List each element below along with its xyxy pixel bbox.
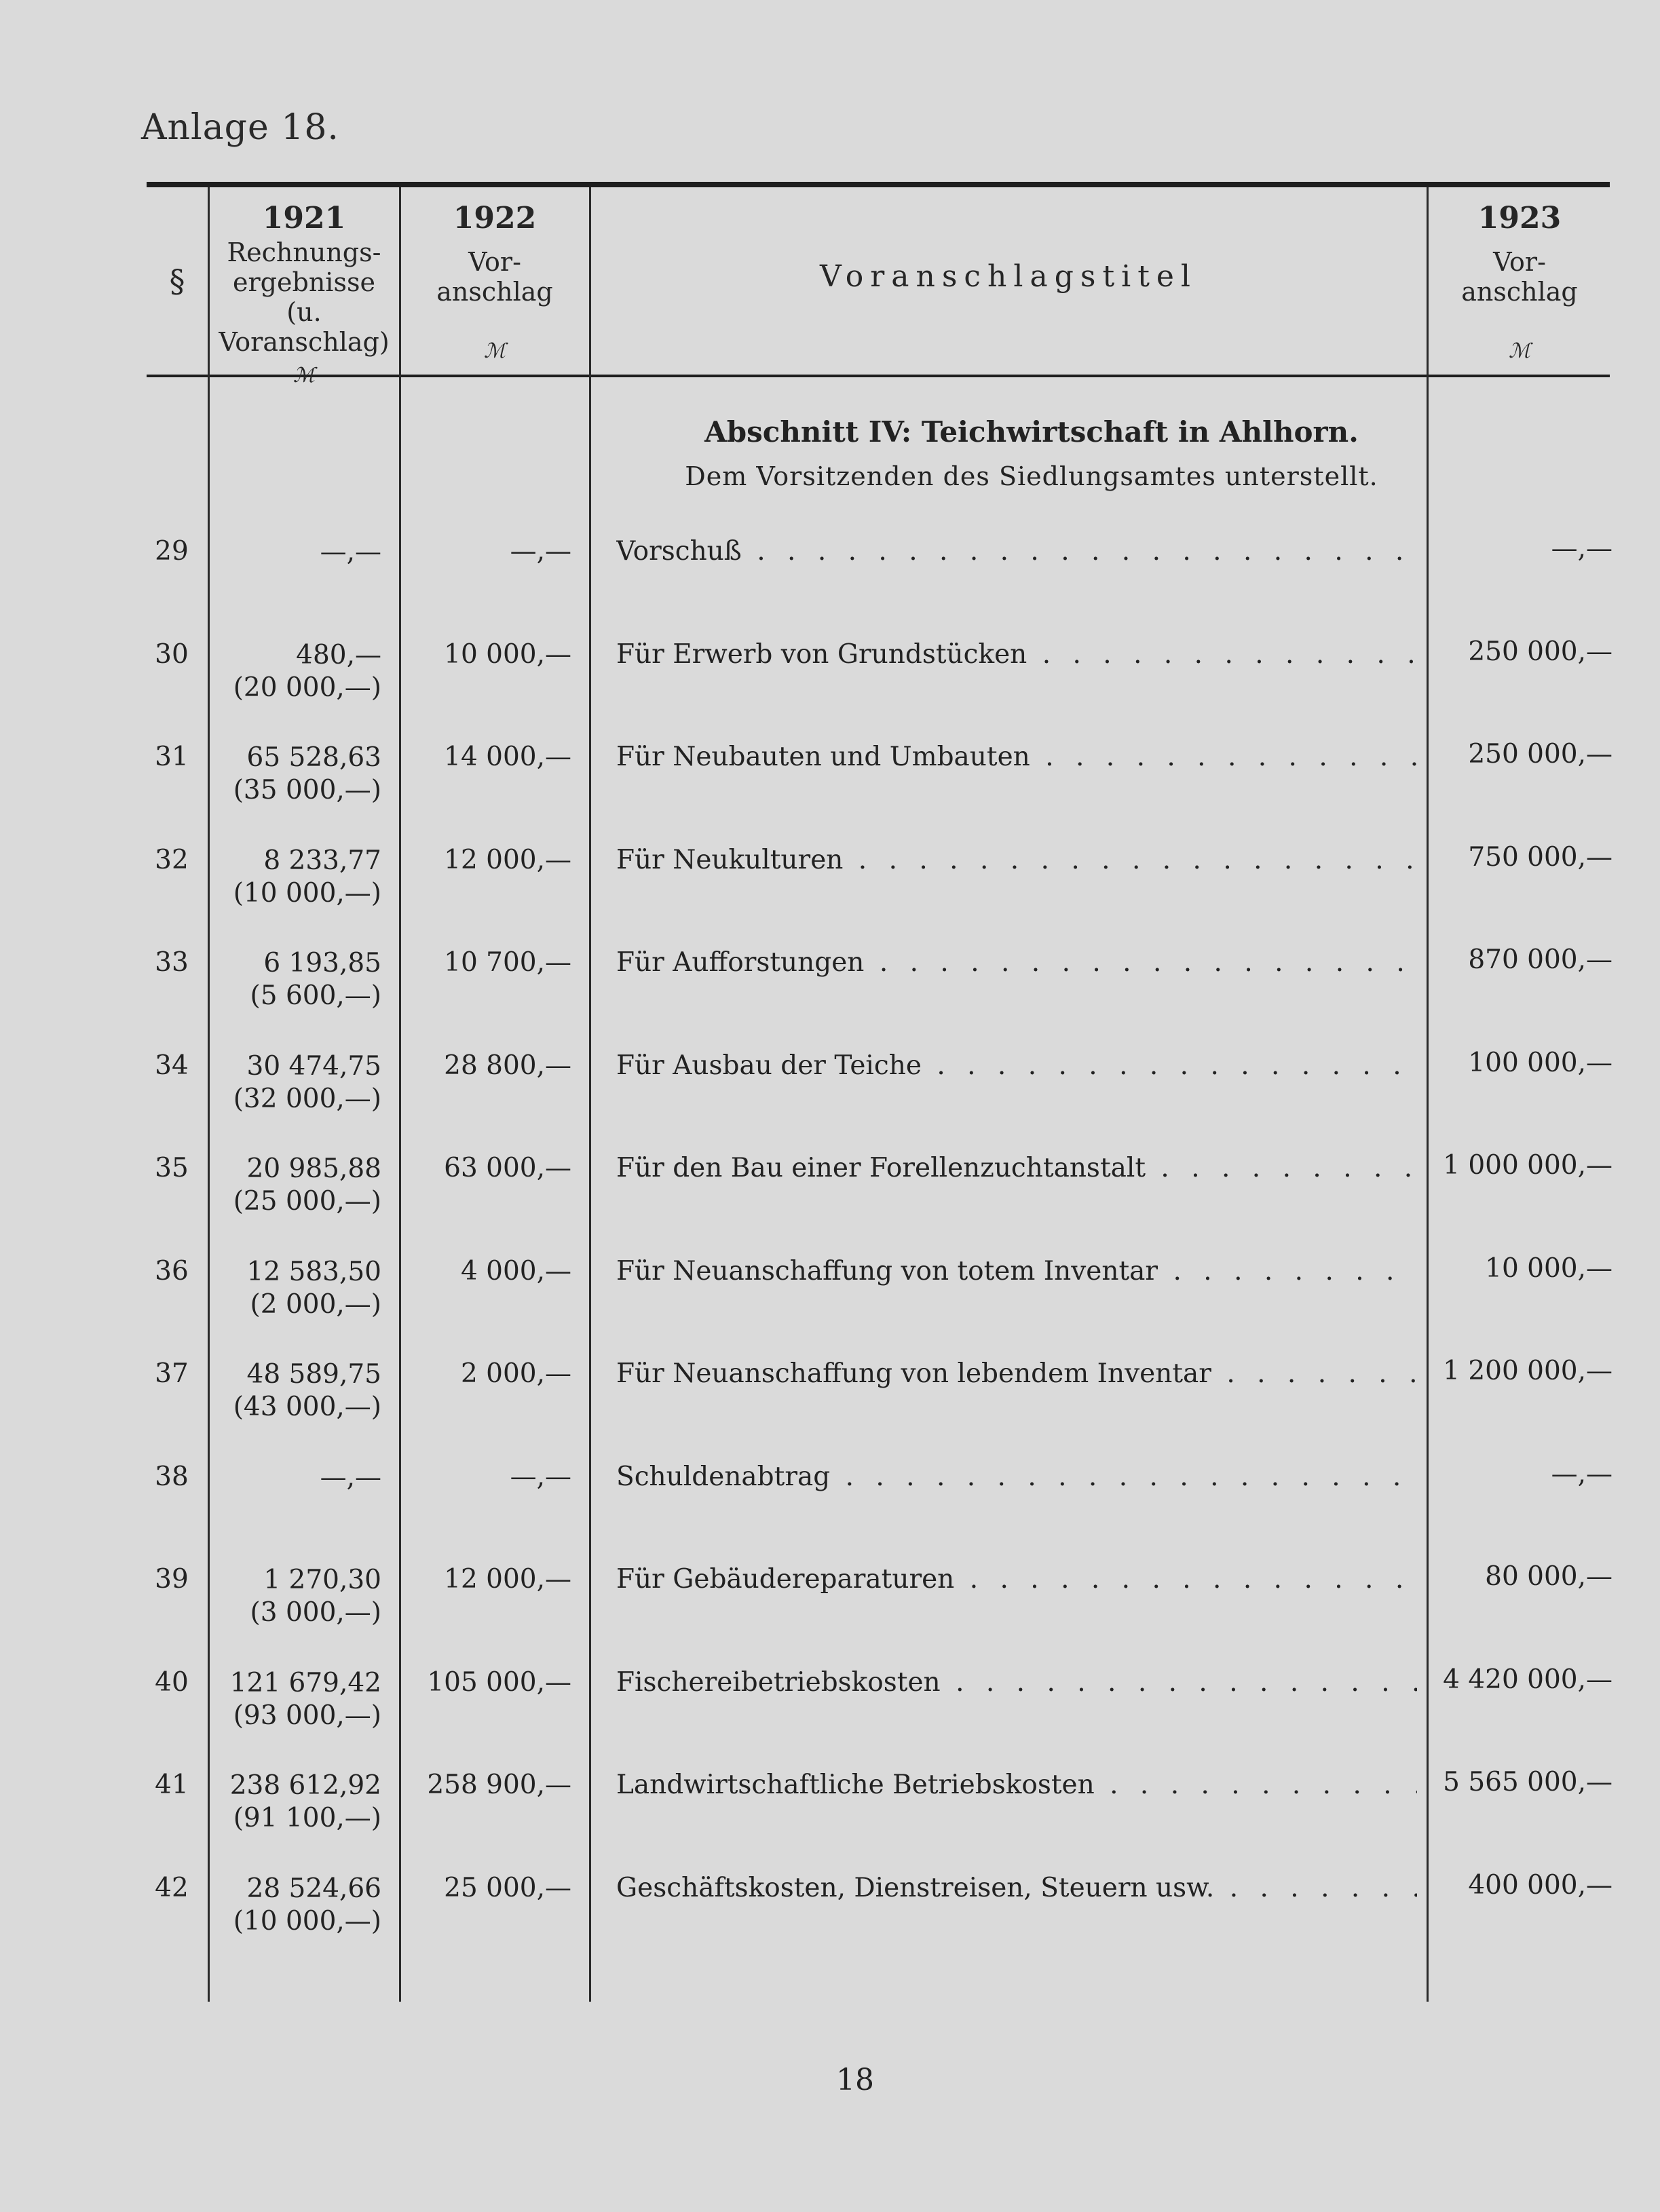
value-1923: 870 000,— [1468, 945, 1612, 975]
row-number: 40 [155, 1666, 189, 1698]
result-1921: —,— [320, 1462, 381, 1493]
value-1921 [212, 1564, 381, 1629]
value-1922: 25 000,— [444, 1872, 571, 1903]
header-title: Voranschlagstitel [820, 259, 1197, 294]
result-1921: 480,— [296, 639, 381, 670]
result-1921: —,— [320, 537, 381, 567]
budget-title: Für Gebäudereparaturen . . . [616, 1564, 1417, 1595]
budget-title: Für den Bau einer Forellenzuchtanstalt . . . [616, 1153, 1417, 1183]
value-1923: —,— [1551, 533, 1612, 564]
row-number: 34 [155, 1050, 189, 1081]
result-1921: 48 589,75 [246, 1359, 381, 1390]
header-section-symbol: § [169, 263, 185, 299]
value-1923: 400 000,— [1468, 1869, 1612, 1901]
row-number: 32 [155, 844, 189, 875]
row-number: 42 [155, 1872, 189, 1903]
estimate-1921: (5 600,—) [250, 980, 381, 1011]
value-1922: 63 000,— [444, 1153, 571, 1183]
row-number: 35 [155, 1153, 189, 1183]
row-number: 37 [155, 1358, 189, 1389]
table-row [0, 1253, 1660, 1358]
value-1921 [212, 1462, 381, 1494]
budget-title: Für Neuanschaffung von totem Inventar . . . [616, 1256, 1417, 1286]
value-1923: 5 565 000,— [1443, 1767, 1612, 1797]
result-1921: 12 583,50 [246, 1256, 381, 1287]
table-row [0, 1869, 1660, 1975]
value-1922: 258 900,— [427, 1770, 571, 1800]
page-number: 18 [836, 2063, 874, 2097]
value-1921 [212, 1358, 381, 1424]
table-row [0, 1458, 1660, 1563]
budget-title: Fischereibetriebskosten . . . [616, 1667, 1417, 1698]
table-row [0, 841, 1660, 947]
table-row [0, 1358, 1660, 1460]
value-1921 [212, 947, 381, 1012]
value-1923: 1 000 000,— [1443, 1150, 1612, 1181]
value-1923: 1 200 000,— [1443, 1356, 1612, 1386]
value-1922: —,— [510, 536, 571, 567]
table-row [0, 1047, 1660, 1152]
estimate-1921: (25 000,—) [233, 1186, 381, 1217]
value-1922: —,— [510, 1461, 571, 1492]
result-1921: 8 233,77 [263, 845, 381, 876]
estimate-1921: (93 000,—) [233, 1700, 381, 1731]
result-1921: 238 612,92 [229, 1770, 381, 1801]
table-row [0, 636, 1660, 741]
year-1923: 1923 [1477, 201, 1562, 235]
value-1923: 250 000,— [1468, 739, 1612, 769]
budget-title: Schuldenabtrag . . . [616, 1462, 1417, 1492]
value-1922: 28 800,— [444, 1050, 571, 1081]
value-1921 [212, 742, 381, 807]
section-subtitle: Dem Vorsitzenden des Siedlungsamtes unterstellt. [685, 461, 1378, 491]
row-number: 30 [155, 638, 189, 670]
budget-title: Landwirtschaftliche Betriebskosten . . . [616, 1770, 1417, 1800]
value-1922: 4 000,— [460, 1255, 571, 1286]
top-rule [147, 182, 1610, 187]
estimate-1921: (43 000,—) [233, 1392, 381, 1422]
table-row [0, 1561, 1660, 1666]
value-1921 [212, 1050, 381, 1115]
table-row [0, 739, 1660, 843]
annex-label: Anlage 18. [141, 107, 339, 148]
value-1923: 4 420 000,— [1443, 1664, 1612, 1695]
budget-title: Geschäftskosten, Dienstreisen, Steuern usw. . . . [616, 1873, 1417, 1903]
value-1921 [212, 1256, 381, 1321]
value-1922: 10 000,— [444, 638, 571, 670]
row-number: 29 [155, 536, 189, 567]
value-1923: 10 000,— [1485, 1253, 1612, 1284]
year-1921: 1921 [262, 201, 346, 235]
value-1922: 14 000,— [444, 742, 571, 772]
row-number: 31 [155, 742, 189, 772]
value-1921 [212, 1770, 381, 1835]
row-number: 36 [155, 1255, 189, 1286]
budget-title: Für Aufforstungen . . . [616, 947, 1417, 978]
value-1922: 12 000,— [444, 844, 571, 875]
table-row [0, 1150, 1660, 1255]
estimate-1921: (10 000,—) [233, 1905, 381, 1937]
result-1921: 65 528,63 [246, 742, 381, 773]
value-1923: —,— [1551, 1458, 1612, 1489]
budget-title: Für Erwerb von Grundstücken . . . [616, 639, 1417, 670]
row-number: 41 [155, 1770, 189, 1800]
value-1923: 80 000,— [1485, 1561, 1612, 1592]
table-row [0, 1767, 1660, 1871]
header-1922: 1922 Vor- anschlag ℳ [400, 204, 589, 366]
result-1921: 121 679,42 [229, 1667, 381, 1698]
value-1923: 100 000,— [1468, 1047, 1612, 1078]
estimate-1921: (35 000,—) [233, 775, 381, 805]
currency-mark: ℳ [1508, 339, 1531, 363]
header-1921: 1921 Rechnungs- ergebnisse (u. Voranschlag) ℳ [209, 204, 399, 391]
section-title: Abschnitt IV: Teichwirtschaft in Ahlhorn. [704, 415, 1359, 449]
table-row [0, 1664, 1660, 1769]
budget-title: Für Ausbau der Teiche . . . [616, 1050, 1417, 1081]
budget-title: Für Neukulturen . . . [616, 845, 1417, 875]
year-1922: 1922 [453, 201, 537, 235]
row-number: 33 [155, 947, 189, 978]
estimate-1921: (91 100,—) [233, 1803, 381, 1833]
table-row [0, 947, 1660, 1049]
value-1921 [212, 1153, 381, 1218]
estimate-1921: (10 000,—) [233, 877, 381, 909]
budget-title: Vorschuß . . . [616, 536, 1417, 567]
result-1921: 1 270,30 [263, 1565, 381, 1595]
value-1922: 105 000,— [427, 1666, 571, 1698]
value-1921 [212, 536, 381, 569]
estimate-1921: (32 000,—) [233, 1083, 381, 1114]
value-1921 [212, 639, 381, 704]
header-1923: 1923 Vor- anschlag ℳ [1428, 204, 1611, 366]
value-1923: 750 000,— [1468, 841, 1612, 873]
budget-title: Für Neubauten und Umbauten . . . [616, 742, 1417, 772]
currency-mark: ℳ [483, 339, 506, 363]
value-1921 [212, 1667, 381, 1732]
value-1922: 12 000,— [444, 1564, 571, 1595]
row-number: 39 [155, 1564, 189, 1595]
value-1922: 10 700,— [444, 947, 571, 978]
estimate-1921: (2 000,—) [250, 1289, 381, 1320]
value-1921 [212, 1873, 381, 1938]
result-1921: 30 474,75 [246, 1050, 381, 1082]
currency-mark: ℳ [293, 364, 316, 387]
result-1921: 20 985,88 [246, 1153, 381, 1184]
value-1923: 250 000,— [1468, 636, 1612, 667]
estimate-1921: (3 000,—) [250, 1597, 381, 1628]
value-1922: 2 000,— [460, 1358, 571, 1389]
estimate-1921: (20 000,—) [233, 672, 381, 703]
row-number: 38 [155, 1461, 189, 1492]
value-1921 [212, 845, 381, 910]
result-1921: 6 193,85 [263, 948, 381, 978]
budget-title: Für Neuanschaffung von lebendem Inventar . . . [616, 1358, 1417, 1389]
table-row [0, 533, 1660, 638]
result-1921: 28 524,66 [246, 1873, 381, 1904]
